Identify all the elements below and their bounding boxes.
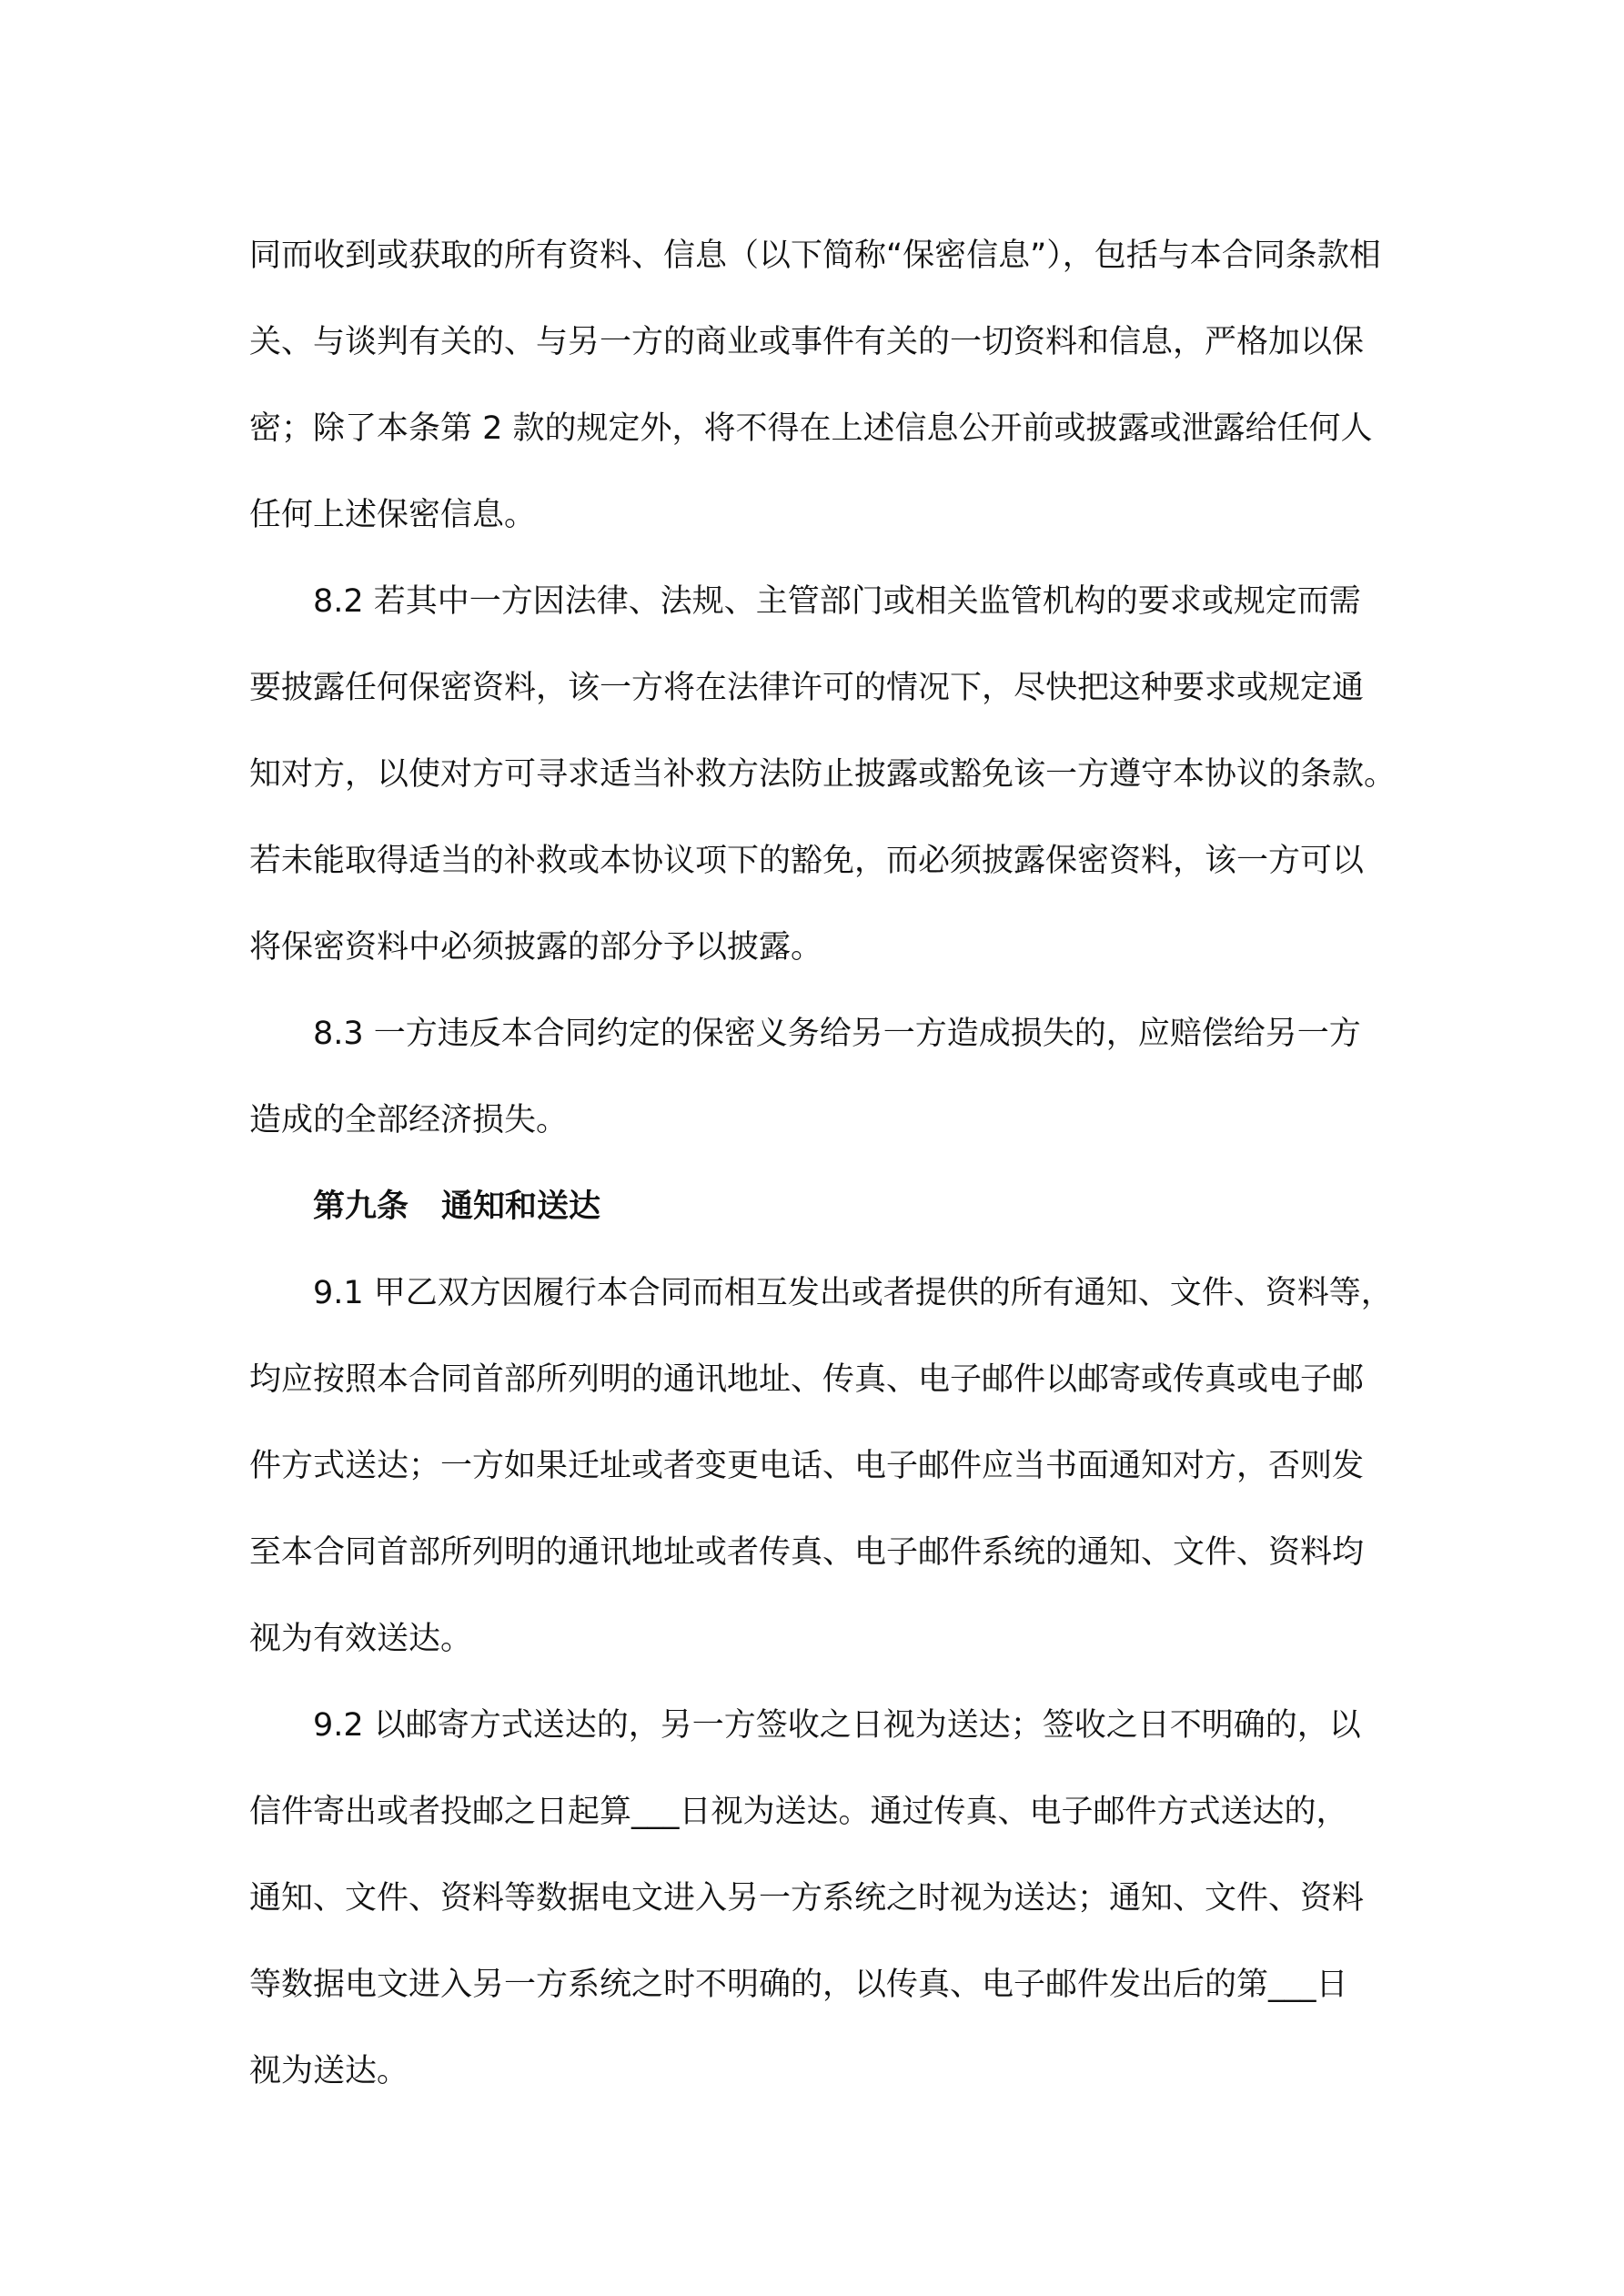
text-line: 密；除了本条第 2 款的规定外，将不得在上述信息公开前或披露或泄露给任何人 bbox=[249, 410, 1373, 447]
text-line: 任何上述保密信息。 bbox=[249, 497, 537, 533]
text-line: 9.1 甲乙双方因履行本合同而相互发出或者提供的所有通知、文件、资料等， bbox=[313, 1275, 1393, 1311]
text-line: 视为送达。 bbox=[249, 2053, 409, 2089]
text-line: 视为有效送达。 bbox=[249, 1621, 473, 1657]
text-line: 知对方，以使对方可寻求适当补救方法防止披露或豁免该一方遵守本协议的条款。 bbox=[249, 756, 1397, 793]
paragraph-8-2 bbox=[249, 559, 1397, 991]
text-line: 8.2 若其中一方因法律、法规、主管部门或相关监管机构的要求或规定而需 bbox=[313, 583, 1361, 620]
document-body bbox=[249, 213, 1397, 2115]
paragraph-8-3 bbox=[249, 991, 1388, 1164]
text-line: 若未能取得适当的补救或本协议项下的豁免，而必须披露保密资料，该一方可以 bbox=[249, 843, 1365, 879]
text-line: 造成的全部经济损失。 bbox=[249, 1102, 569, 1138]
paragraph-9-2 bbox=[249, 1683, 1388, 2115]
section-heading bbox=[249, 1164, 1388, 1250]
paragraph-9-1 bbox=[249, 1250, 1393, 1683]
text-line: 均应按照本合同首部所列明的通讯地址、传真、电子邮件以邮寄或传真或电子邮 bbox=[249, 1361, 1365, 1398]
text-line: 将保密资料中必须披露的部分予以披露。 bbox=[249, 929, 823, 966]
text-line: 至本合同首部所列明的通讯地址或者传真、电子邮件系统的通知、文件、资料均 bbox=[249, 1534, 1365, 1571]
text-line: 要披露任何保密资料，该一方将在法律许可的情况下，尽快把这种要求或规定通 bbox=[249, 670, 1365, 706]
text-line: 件方式送达；一方如果迁址或者变更电话、电子邮件应当书面通知对方，否则发 bbox=[249, 1448, 1365, 1484]
text-line: 通知、文件、资料等数据电文进入另一方系统之时视为送达；通知、文件、资料 bbox=[249, 1880, 1365, 1917]
paragraph-8-1-continuation bbox=[249, 213, 1388, 559]
text-line: 9.2 以邮寄方式送达的，另一方签收之日视为送达；签收之日不明确的，以 bbox=[313, 1707, 1361, 1744]
text-line: 等数据电文进入另一方系统之时不明确的，以传真、电子邮件发出后的第___日 bbox=[249, 1967, 1348, 2003]
text-line: 关、与谈判有关的、与另一方的商业或事件有关的一切资料和信息，严格加以保 bbox=[249, 324, 1365, 360]
heading-number: 第九条 bbox=[313, 1188, 409, 1225]
text-line: 同而收到或获取的所有资料、信息（以下简称“保密信息”），包括与本合同条款相 bbox=[249, 238, 1381, 274]
text-line: 8.3 一方违反本合同约定的保密义务给另一方造成损失的，应赔偿给另一方 bbox=[313, 1016, 1361, 1052]
heading-title: 通知和送达 bbox=[441, 1188, 601, 1225]
text-line: 信件寄出或者投邮之日起算___日视为送达。通过传真、电子邮件方式送达的， bbox=[249, 1794, 1348, 1830]
